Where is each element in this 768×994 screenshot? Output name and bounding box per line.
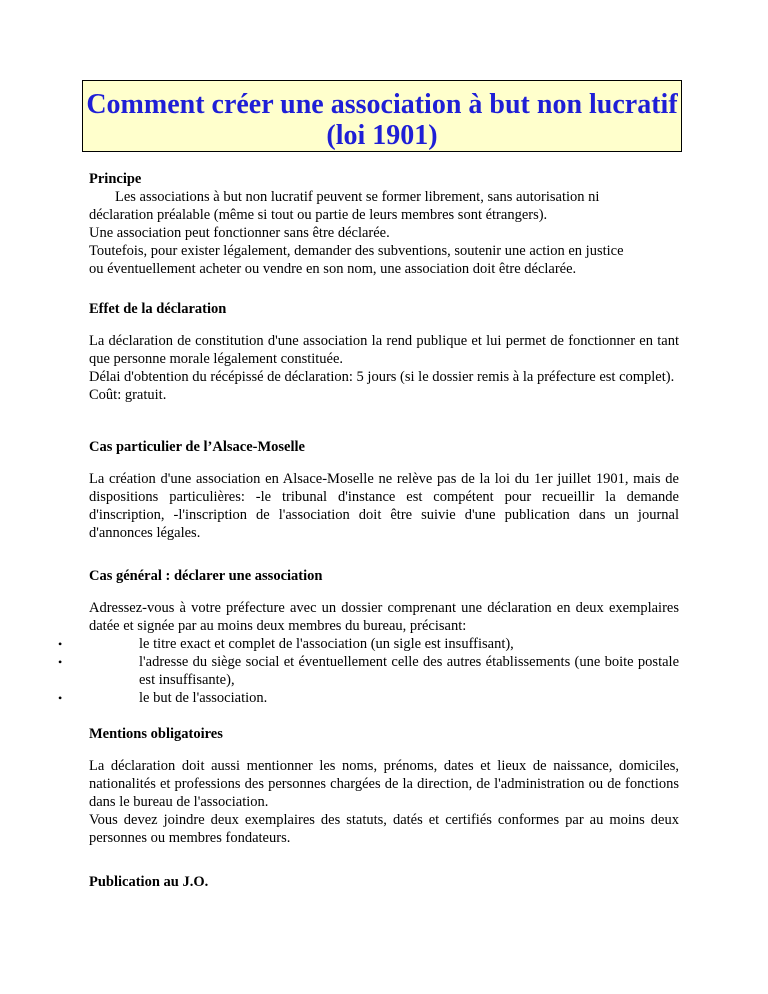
section-publication-jo [89, 873, 679, 891]
section-heading: Publication au J.O. [89, 874, 209, 890]
paragraph-line: Toutefois, pour exister légalement, demander des subventions, soutenir une action en justice [89, 243, 624, 259]
paragraph: Délai d'obtention du récépissé de déclaration: 5 jours (si le dossier remis à la préfecture est complet). [89, 369, 675, 385]
paragraph: Coût: gratuit. [89, 387, 167, 403]
paragraph: La déclaration doit aussi mentionner les noms, prénoms, dates et lieux de naissance, domiciles, nationalités et professions des personnes chargées de la direction, de l'administration ou de fonctions dans le bureau de l'association. [89, 758, 679, 810]
paragraph: Vous devez joindre deux exemplaires des statuts, datés et certifiés conformes par au moins deux personnes ou membres fondateurs. [89, 812, 679, 846]
list-item-text: le but de l'association. [139, 690, 268, 706]
paragraph: Adressez-vous à votre préfecture avec un dossier comprenant une déclaration en deux exemplaires datée et signée par au moins deux membres du bureau, précisant: [89, 600, 679, 634]
document-title: Comment créer une association à but non lucratif (loi 1901) [86, 89, 678, 151]
section-principe [89, 170, 679, 278]
bullet-icon: • [58, 637, 63, 651]
list-item-text: l'adresse du siège social et éventuellement celle des autres établissements (une boite postale est insuffisante), [139, 654, 679, 688]
section-heading: Cas particulier de l’Alsace-Moselle [89, 439, 305, 455]
list-item-text: le titre exact et complet de l'association (un sigle est insuffisant), [139, 636, 514, 652]
paragraph: La déclaration de constitution d'une association la rend publique et lui permet de fonctionner en tant que personne morale légalement constituée. [89, 333, 679, 367]
paragraph-line: Les associations à but non lucratif peuvent se former librement, sans autorisation ni [115, 189, 600, 205]
paragraph-line: Une association peut fonctionner sans être déclarée. [89, 225, 390, 241]
section-mentions-obligatoires [89, 725, 679, 847]
section-heading: Principe [89, 171, 142, 187]
list-item [58, 635, 679, 653]
paragraph-line: déclaration préalable (même si tout ou partie de leurs membres sont étrangers). [89, 207, 548, 223]
section-heading: Mentions obligatoires [89, 726, 223, 742]
section-alsace-moselle [89, 438, 679, 542]
section-effet-declaration [89, 300, 679, 404]
title-box [82, 80, 682, 152]
paragraph-line: ou éventuellement acheter ou vendre en son nom, une association doit être déclarée. [89, 261, 577, 277]
list-item [58, 689, 679, 707]
section-heading: Cas général : déclarer une association [89, 568, 323, 584]
bullet-icon: • [58, 691, 63, 705]
list-item [58, 653, 679, 689]
paragraph: La création d'une association en Alsace-Moselle ne relève pas de la loi du 1er juillet 1901, mais de dispositions particulières: -le tribunal d'instance est compétent pour recueillir la demande d'inscription, -l'inscription de l'association doit être suivie d'une publication dans un journal d'annonces légales. [89, 471, 679, 541]
section-cas-general [58, 567, 679, 707]
bullet-icon: • [58, 655, 63, 669]
section-heading: Effet de la déclaration [89, 301, 227, 317]
bullet-list [58, 635, 679, 707]
